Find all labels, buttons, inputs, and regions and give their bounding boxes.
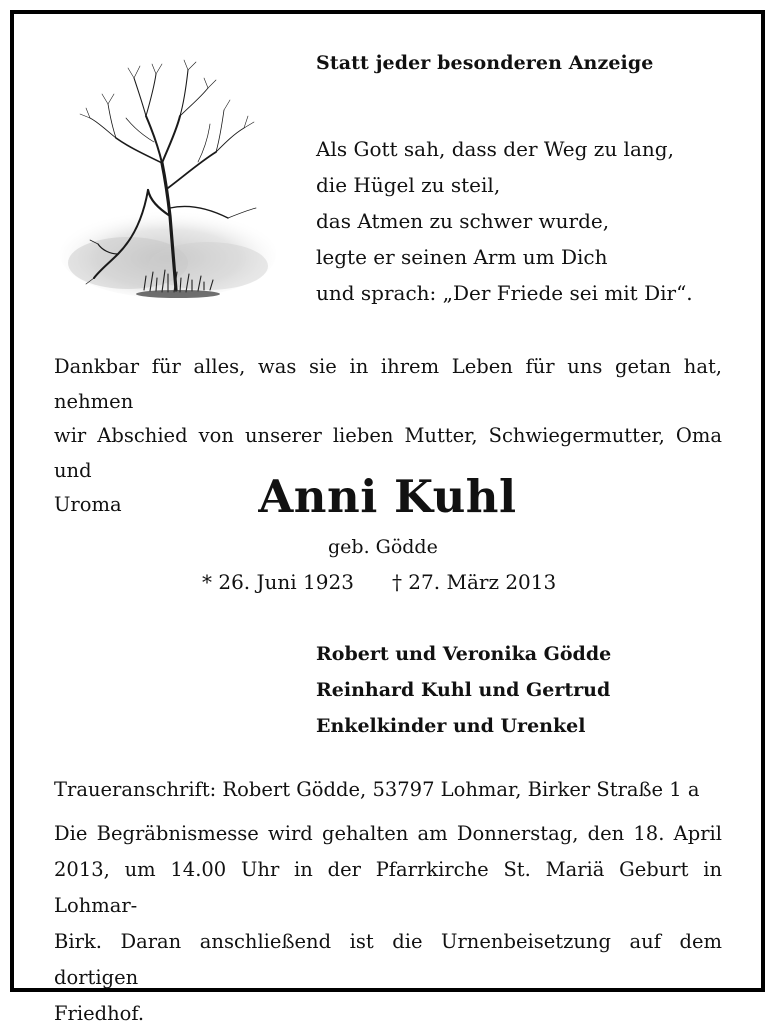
birth-date: * 26. Juni 1923 [202, 570, 354, 594]
poem-line: die Hügel zu steil, [316, 173, 501, 197]
poem-line: legte er seinen Arm um Dich [316, 245, 608, 269]
birth-name: geb. Gödde [328, 536, 438, 558]
service-line: Friedhof. [54, 1002, 145, 1025]
mourning-address: Traueranschrift: Robert Gödde, 53797 Lohmar, Birker Straße 1 a [54, 778, 700, 801]
intro-line: Uroma [54, 493, 122, 516]
poem [316, 131, 693, 311]
life-dates [202, 570, 556, 594]
service-line: Birk. Daran anschließend ist die Urnenbeisetzung auf dem dortigen [54, 930, 722, 989]
notice-headline: Statt jeder besonderen Anzeige [316, 52, 654, 74]
intro-line: wir Abschied von unserer lieben Mutter, Schwiegermutter, Oma und [54, 424, 722, 482]
intro-line: Dankbar für alles, was sie in ihrem Leben für uns getan hat, nehmen [54, 355, 722, 413]
mourner-line: Robert und Veronika Gödde [316, 643, 612, 665]
service-line: Die Begräbnismesse wird gehalten am Donnerstag, den 18. April [54, 822, 722, 845]
poem-line: Als Gott sah, dass der Weg zu lang, [316, 137, 674, 161]
service-line: 2013, um 14.00 Uhr in der Pfarrkirche St. Mariä Geburt in Lohmar- [54, 858, 722, 917]
death-date: † 27. März 2013 [391, 570, 557, 594]
poem-line: und sprach: „Der Friede sei mit Dir“. [316, 281, 693, 305]
mourner-line: Reinhard Kuhl und Gertrud [316, 679, 611, 701]
mourner-line: Enkelkinder und Urenkel [316, 715, 586, 737]
poem-line: das Atmen zu schwer wurde, [316, 209, 610, 233]
tree-illustration-icon [58, 58, 278, 316]
deceased-name: Anni Kuhl [258, 470, 517, 523]
obituary-notice [10, 10, 765, 1025]
family-mourners [316, 636, 611, 744]
